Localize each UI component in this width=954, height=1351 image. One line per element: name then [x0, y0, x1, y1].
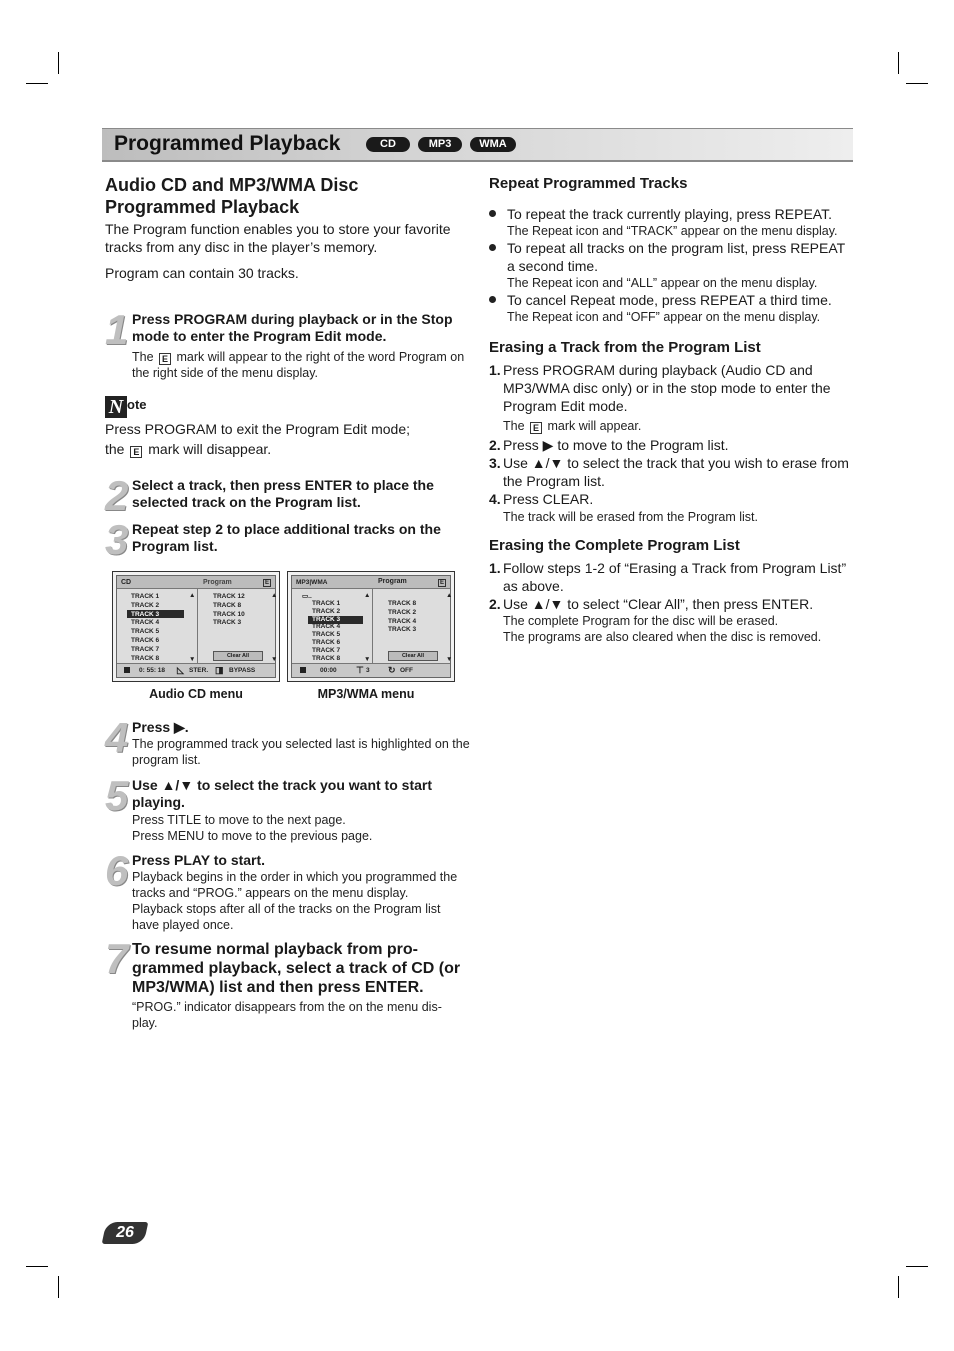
mp3-wma-caption: MP3/WMA menu	[317, 687, 415, 701]
step-text: The E mark will appear to the right of the word Program on the right side of the menu display.	[132, 350, 465, 380]
crop-mark	[26, 1266, 48, 1267]
menu-track-item[interactable]: TRACK 6	[312, 639, 341, 646]
repeat-bullet-3-note: The Repeat icon and “OFF” appear on the menu display.	[507, 310, 821, 324]
crop-mark	[906, 83, 928, 84]
menu-track-item[interactable]: TRACK 3	[131, 610, 160, 618]
page-number-text: 26	[116, 1224, 134, 1241]
audio-cd-menu: CD Program E TRACK 1 TRACK 2 TRACK 3 TRACK 4 TRACK 5 TRACK 6 TRACK 7 TRACK 8 TRACK 12 TRACK 8 TRACK 10 TRACK 3 ▲ ▼ ▲ ▼ Clear All 0: 55: 18 ◺ STER. ◨ BYPASS	[112, 571, 280, 682]
bullet-icon	[489, 244, 496, 251]
bullet-icon	[489, 210, 496, 217]
crop-mark	[26, 83, 48, 84]
menu-track-item[interactable]: TRACK 3	[213, 619, 242, 627]
menu-track-item[interactable]: TRACK 4	[131, 619, 160, 627]
menu-track-item[interactable]: TRACK 8	[388, 600, 417, 607]
menu-track-item[interactable]: TRACK 2	[388, 608, 417, 616]
program-label: Program	[378, 578, 407, 585]
mp3-wma-menu: MP3|WMA Program E ▭.. TRACK 1 TRACK 2 TRACK 3 TRACK 4 TRACK 5 TRACK 6 TRACK 7 TRACK 8 TRACK 8 TRACK 2 TRACK 4 TRACK 3 ▲ ▼ ▲ ▼ Clear All 00:00 ⊤ 3 ↻ OFF	[287, 571, 455, 682]
sound-icon: ◨	[215, 665, 224, 675]
bullet-icon	[489, 296, 496, 303]
step-text-2: Press MENU to move to the previous page.	[132, 829, 373, 843]
step-number: 1	[105, 306, 129, 353]
section-title-line2: Programmed Playback	[105, 197, 300, 217]
menu-track-item[interactable]: TRACK 2	[312, 607, 341, 615]
e-mark-icon: E	[530, 422, 542, 434]
note-label: ote	[127, 397, 147, 412]
menu-track-item[interactable]: TRACK 8	[312, 654, 341, 662]
e-mark-icon: E	[159, 353, 171, 365]
intro-text: The Program function enables you to store your favorite tracks from any disc in the player’s memory.	[105, 221, 451, 255]
note-icon: N	[105, 396, 127, 418]
step-title: Repeat step 2 to place additional tracks on the Program list.	[132, 521, 441, 554]
crop-mark	[58, 1276, 59, 1298]
erase-step-2: Press ▶ to move to the Program list.	[503, 437, 729, 453]
step-text: Playback begins in the order in which you programmed the tracks and “PROG.” appears on the menu display. Playback stops after all of the tracks on the Program list have played once.	[132, 870, 458, 932]
menu-track-item[interactable]: TRACK 3	[312, 615, 341, 623]
step-title: Use ▲/▼ to select the track you want to start playing.	[132, 777, 433, 810]
section-title: Audio CD and MP3/WMA Disc	[105, 175, 359, 195]
step-title: Select a track, then press ENTER to place the selected track on the Program list.	[132, 477, 434, 510]
program-label: Program	[203, 579, 232, 586]
repeat-title: Repeat Programmed Tracks	[489, 175, 688, 192]
crop-mark	[898, 1276, 899, 1298]
page-title: Programmed Playback	[114, 132, 341, 155]
step-number: 7	[105, 935, 129, 982]
repeat-icon: ↻	[388, 665, 396, 675]
menu-track-item[interactable]: TRACK 8	[131, 654, 160, 662]
stereo-label: STER.	[189, 667, 209, 674]
menu-header: CD	[121, 579, 132, 586]
menu-track-item[interactable]: TRACK 5	[131, 628, 160, 636]
menu-track-item[interactable]: TRACK 5	[312, 631, 341, 639]
menu-track-item[interactable]: TRACK 10	[213, 610, 245, 618]
step-title: To resume normal playback from pro- grammed playback, select a track of CD (or MP3/WMA) list and then press ENTER.	[132, 941, 461, 996]
step-number: 5	[105, 772, 129, 819]
crop-mark	[906, 1266, 928, 1267]
erase-step-4-note: The track will be erased from the Program list.	[503, 510, 758, 524]
repeat-section	[489, 175, 854, 325]
repeat-bullet-2-note: The Repeat icon and “ALL” appear on the menu display.	[507, 276, 818, 290]
repeat-bullet-2: To repeat all tracks on the program list, press REPEAT a second time.	[507, 240, 845, 274]
mp3-badge: MP3	[418, 137, 462, 152]
step-text: Press TITLE to move to the next page.	[132, 813, 346, 827]
time-readout: 0: 55: 18	[139, 667, 166, 674]
complete-step-2-note: The complete Program for the disc will be erased.	[503, 614, 779, 628]
cd-badge: CD	[366, 137, 410, 152]
menu-track-item[interactable]: TRACK 2	[131, 601, 160, 609]
menu-track-item[interactable]: TRACK 6	[131, 637, 160, 644]
intro-text-2: Program can contain 30 tracks.	[105, 265, 299, 281]
repeat-bullet-1: To repeat the track currently playing, press REPEAT.	[507, 206, 832, 222]
folder-up-icon: ▭..	[302, 593, 312, 600]
repeat-bullet-3: To cancel Repeat mode, press REPEAT a third time.	[507, 292, 832, 308]
menu-track-item[interactable]: TRACK 1	[312, 600, 341, 607]
crop-mark	[898, 52, 899, 74]
e-mark-icon: E	[130, 446, 142, 458]
menu-header: MP3|WMA	[296, 579, 328, 586]
note-text: Press PROGRAM to exit the Program Edit mode;	[105, 421, 410, 437]
stop-icon	[124, 667, 130, 673]
menu-track-item[interactable]: TRACK 7	[312, 646, 341, 654]
menu-track-item[interactable]: TRACK 4	[312, 623, 341, 631]
track-number: 3	[366, 667, 370, 674]
bypass-label: BYPASS	[229, 667, 256, 674]
menu-track-item[interactable]: TRACK 4	[388, 617, 417, 625]
stop-icon	[300, 667, 306, 673]
step-title: Press PLAY to start.	[132, 852, 266, 868]
erase-complete-section: Erasing the Complete Program List 1. Follow steps 1-2 of “Erasing a Track from Program List” as above. 2. Use ▲/▼ to select “Clear All”, then press ENTER. The complete Program for the disc will be erased. The programs are also cleared when the disc is removed.	[489, 537, 854, 645]
complete-step-2: Use ▲/▼ to select “Clear All”, then press ENTER.	[503, 596, 814, 612]
track-icon: ⊤	[356, 665, 364, 675]
erase-step-1-note: The E mark will appear.	[503, 419, 642, 433]
audio-cd-caption: Audio CD menu	[149, 687, 243, 701]
time-readout: 00:00	[320, 667, 337, 674]
menu-track-item[interactable]: TRACK 3	[388, 626, 417, 634]
left-intro	[105, 174, 470, 282]
step-text: The programmed track you selected last is highlighted on the program list.	[132, 737, 470, 767]
erase-complete-title: Erasing the Complete Program List	[489, 537, 740, 554]
e-mark-icon: E	[264, 580, 269, 586]
e-mark-icon: E	[439, 580, 444, 586]
complete-step-2-note-2: The programs are also cleared when the disc is removed.	[503, 630, 822, 644]
wma-badge: WMA	[470, 137, 516, 152]
erase-track-title: Erasing a Track from the Program List	[489, 339, 761, 356]
erase-step-1: Press PROGRAM during playback (Audio CD and MP3/WMA disc only) or in the stop mode to enter the Program Edit mode.	[503, 362, 831, 414]
menu-track-item[interactable]: TRACK 8	[213, 601, 242, 609]
step-title: Press ▶.	[132, 719, 189, 735]
section-header	[102, 128, 853, 162]
clear-all-button[interactable]: Clear All	[213, 651, 263, 661]
step-number: 3	[105, 516, 129, 563]
note	[105, 396, 470, 458]
crop-mark	[58, 52, 59, 74]
step-number: 2	[105, 472, 129, 519]
step-number: 4	[105, 714, 129, 761]
menu-track-item[interactable]: TRACK 7	[131, 645, 160, 653]
menu-track-item[interactable]: TRACK 1	[131, 593, 160, 600]
step-title: Press PROGRAM during playback or in the Stop mode to enter the Program Edit mode.	[132, 311, 453, 344]
menu-track-item[interactable]: TRACK 12	[213, 593, 245, 600]
repeat-bullet-1-note: The Repeat icon and “TRACK” appear on the menu display.	[507, 224, 838, 238]
clear-all-button[interactable]: Clear All	[388, 651, 438, 661]
complete-step-1: Follow steps 1-2 of “Erasing a Track from Program List” as above.	[503, 560, 847, 594]
step-number: 6	[105, 847, 129, 894]
speaker-icon: ◺	[177, 665, 184, 675]
step-text: “PROG.” indicator disappears from the on the menu dis- play.	[132, 1000, 442, 1030]
erase-track-section: Erasing a Track from the Program List 1. Press PROGRAM during playback (Audio CD and MP3/WMA disc only) or in the stop mode to enter the Program Edit mode. The E mark will appear. 2. Press ▶ to move to the Program list. 3. Use ▲/▼ to select the track that you wish to erase from the Program list. 4. Press CLEAR. The track will be erased from the Program list.	[489, 339, 854, 525]
repeat-state: OFF	[400, 667, 413, 674]
erase-step-4: Press CLEAR.	[503, 491, 594, 507]
note-text-2: the E mark will disappear.	[105, 441, 272, 457]
erase-step-3: Use ▲/▼ to select the track that you wish to erase from the Program list.	[503, 455, 849, 489]
